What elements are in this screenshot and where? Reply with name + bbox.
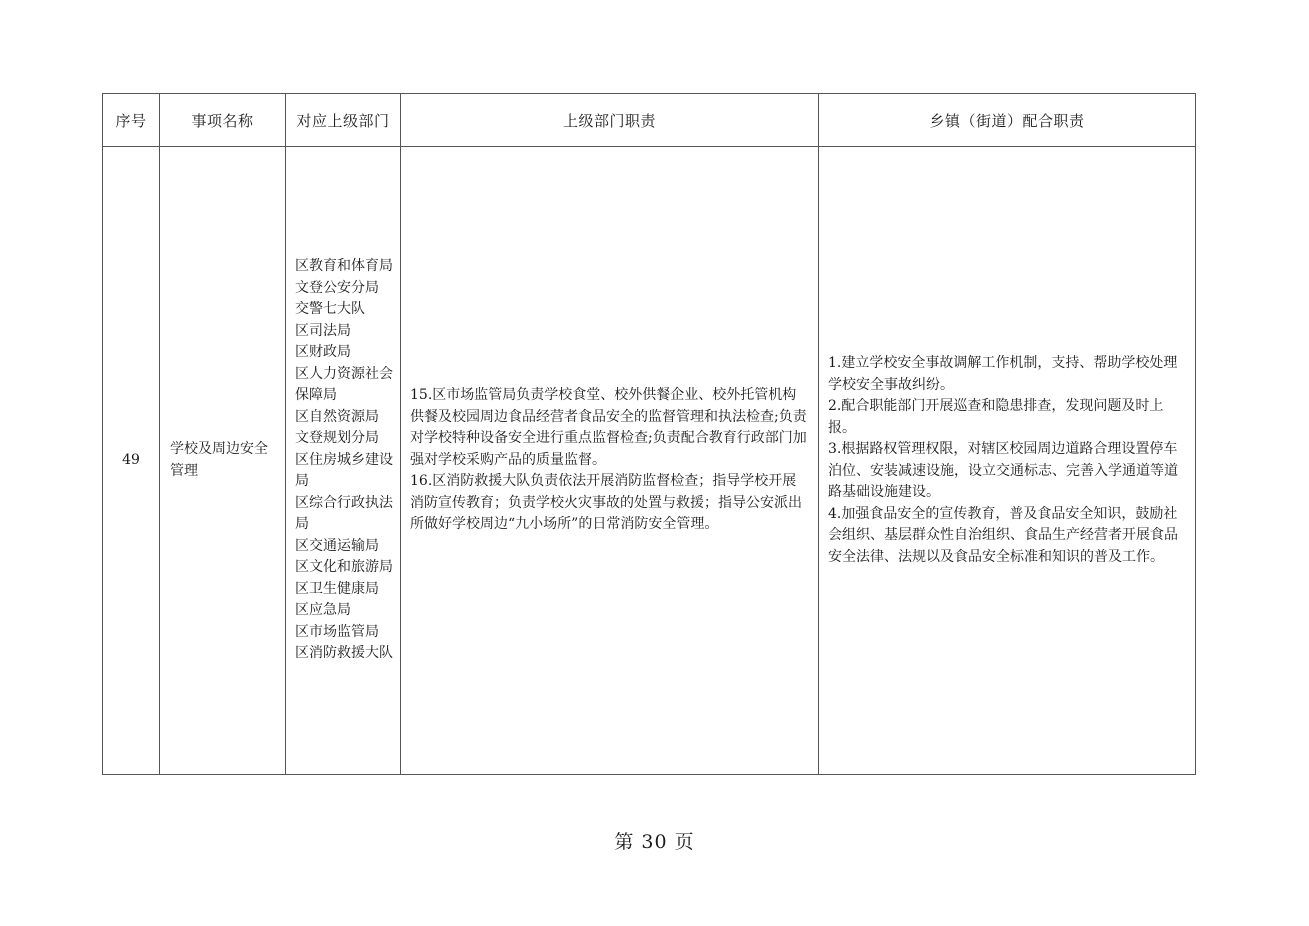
dept-item: 交警七大队 <box>295 301 365 318</box>
upper-duties-cell <box>401 147 819 775</box>
town-duty-paragraph: 2.配合职能部门开展巡查和隐患排查，发现问题及时上报。 <box>828 398 1164 436</box>
header-num: 序号 <box>103 94 160 147</box>
upper-duty-paragraph: 16.区消防救援大队负责依法开展消防监督检查；指导学校开展消防宣传教育；负责学校火灾事故的处置与救援；指导公安派出所做好学校周边“九小场所”的日常消防安全管理。 <box>410 473 802 533</box>
dept-item: 区应急局 <box>295 602 351 619</box>
dept-list <box>286 147 401 775</box>
dept-item: 区综合行政执法局 <box>295 494 393 533</box>
dept-item: 区人力资源社会保障局 <box>295 365 393 404</box>
town-duty-paragraph: 4.加强食品安全的宣传教育，普及食品安全知识，鼓励社会组织、基层群众性自治组织、食品生产经营者开展食品安全法律、法规以及食品安全标准和知识的普及工作。 <box>828 505 1178 565</box>
dept-item: 文登规划分局 <box>295 430 379 447</box>
dept-item: 区财政局 <box>295 344 351 361</box>
header-dept: 对应上级部门 <box>286 94 401 147</box>
dept-item: 区消防救援大队 <box>295 645 393 662</box>
duty-table <box>102 93 1196 775</box>
upper-duty-paragraph: 15.区市场监管局负责学校食堂、校外供餐企业、校外托管机构供餐及校园周边食品经营者食品安全的监督管理和执法检查;负责对学校特种设备安全进行重点监督检查;负责配合教育行政部门加强对学校采购产品的质量监督。 <box>410 387 807 468</box>
dept-item: 区教育和体育局 <box>295 258 393 275</box>
item-name: 学校及周边安全管理 <box>160 147 286 775</box>
header-town-duties: 乡镇（街道）配合职责 <box>819 94 1196 147</box>
table-body <box>103 147 1196 775</box>
table-row <box>103 147 1196 775</box>
dept-item: 文登公安分局 <box>295 279 379 296</box>
dept-item: 区自然资源局 <box>295 408 379 425</box>
row-number: 49 <box>103 147 160 775</box>
town-duty-paragraph: 1.建立学校安全事故调解工作机制，支持、帮助学校处理学校安全事故纠纷。 <box>828 355 1178 393</box>
header-upper-duties: 上级部门职责 <box>401 94 819 147</box>
page-number: 第 30 页 <box>614 831 695 853</box>
dept-item: 区交通运输局 <box>295 537 379 554</box>
dept-item: 区住房城乡建设局 <box>295 451 393 490</box>
header-row <box>103 94 1196 147</box>
table-header <box>103 94 1196 147</box>
town-duty-paragraph: 3.根据路权管理权限，对辖区校园周边道路合理设置停车泊位、安装减速设施，设立交通标志、完善入学通道等道路基础设施建设。 <box>828 441 1178 500</box>
town-duties-cell <box>819 147 1196 775</box>
dept-item: 区市场监管局 <box>295 623 379 640</box>
dept-item: 区司法局 <box>295 322 351 339</box>
header-name: 事项名称 <box>160 94 286 147</box>
dept-item: 区文化和旅游局 <box>295 559 393 576</box>
dept-item: 区卫生健康局 <box>295 580 379 597</box>
